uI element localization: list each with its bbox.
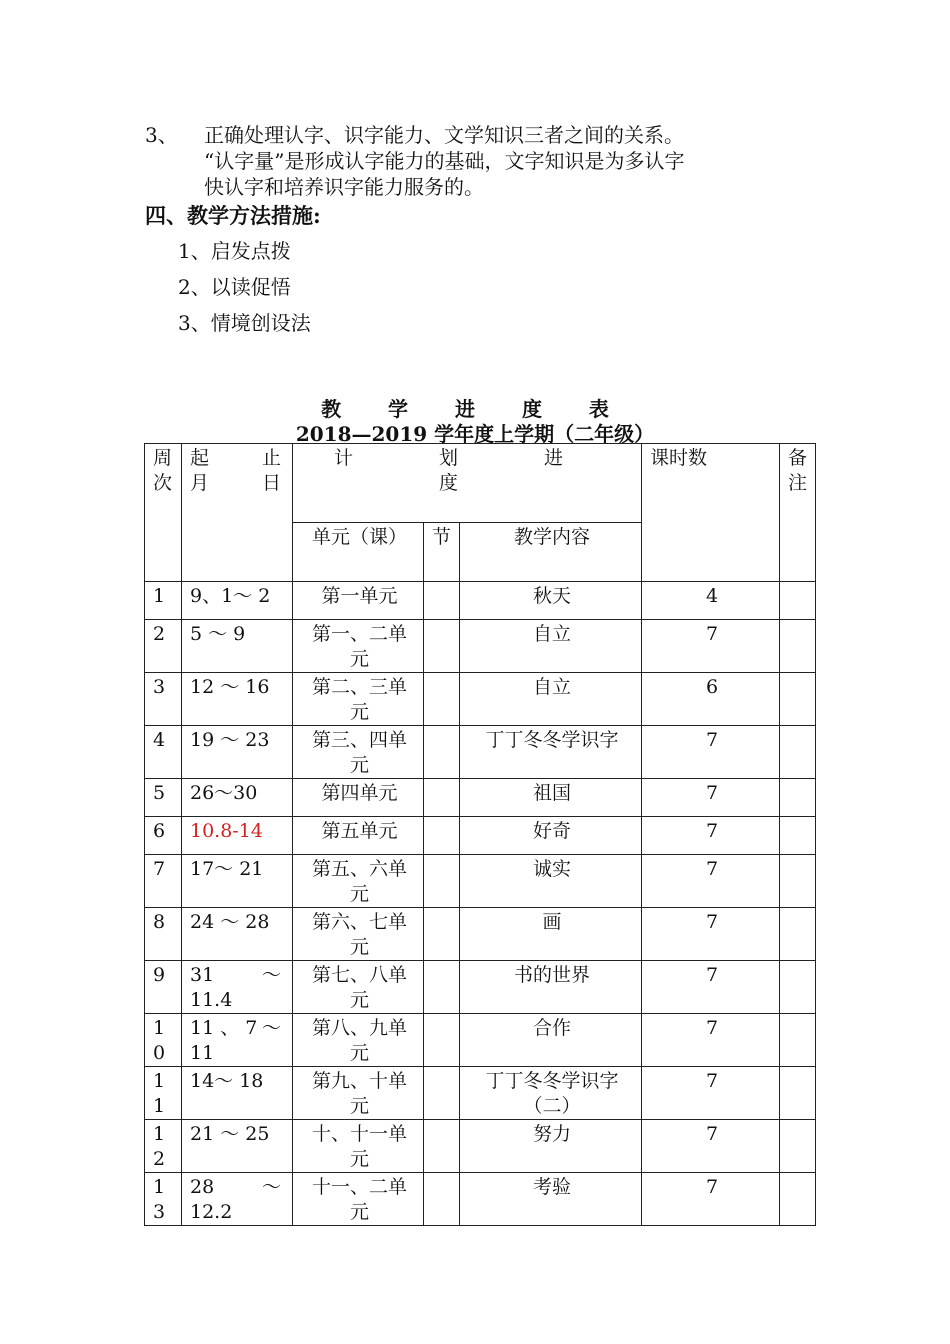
section-cell [424, 726, 460, 779]
date-cell: 5 ～ 9 [182, 620, 293, 673]
header-note: 备 注 [780, 444, 816, 582]
date-cell: 28 ～ 12.2 [182, 1173, 293, 1226]
week-cell: 1 0 [145, 1014, 182, 1067]
table-row [145, 908, 816, 961]
week-cell: 1 [145, 582, 182, 620]
hours-cell: 7 [642, 855, 780, 908]
hours-cell: 7 [642, 908, 780, 961]
unit-cell: 十一、二单 元 [293, 1173, 424, 1226]
week-cell: 3 [145, 673, 182, 726]
header-week: 周 次 [145, 444, 182, 582]
note-cell [780, 817, 816, 855]
section-cell [424, 1067, 460, 1120]
week-cell: 9 [145, 961, 182, 1014]
table-row [145, 779, 816, 817]
paragraph-number: 3、 [145, 123, 178, 147]
week-cell: 7 [145, 855, 182, 908]
table-row [145, 1173, 816, 1226]
date-cell: 17～ 21 [182, 855, 293, 908]
header-section: 节 [424, 523, 460, 582]
week-cell: 4 [145, 726, 182, 779]
week-cell: 5 [145, 779, 182, 817]
table-subtitle: 2018—2019 学年度上学期（二年级） [295, 422, 655, 446]
hours-cell: 7 [642, 779, 780, 817]
note-cell [780, 1173, 816, 1226]
paragraph-line: “认字量”是形成认字能力的基础，文字知识是为多认字 [204, 149, 685, 173]
content-cell: 合作 [460, 1014, 642, 1067]
table-title: 教 学 进 度 表 [321, 397, 629, 421]
note-cell [780, 726, 816, 779]
content-cell: 丁丁冬冬学识字 （二） [460, 1067, 642, 1120]
note-cell [780, 908, 816, 961]
date-cell: 11 、 7 ～ 11 [182, 1014, 293, 1067]
hours-cell: 4 [642, 582, 780, 620]
unit-cell: 第六、七单 元 [293, 908, 424, 961]
method-item: 1、启发点拨 [178, 239, 291, 263]
date-cell: 24 ～ 28 [182, 908, 293, 961]
note-cell [780, 1067, 816, 1120]
unit-cell: 第一、二单 元 [293, 620, 424, 673]
content-cell: 画 [460, 908, 642, 961]
content-cell: 诚实 [460, 855, 642, 908]
unit-cell: 第一单元 [293, 582, 424, 620]
section-cell [424, 1173, 460, 1226]
week-cell: 1 1 [145, 1067, 182, 1120]
section-cell [424, 1120, 460, 1173]
date-cell: 14～ 18 [182, 1067, 293, 1120]
note-cell [780, 620, 816, 673]
content-cell: 考验 [460, 1173, 642, 1226]
paragraph-line: 快认字和培养识字能力服务的。 [204, 175, 484, 199]
method-item: 2、以读促悟 [178, 275, 291, 299]
hours-cell: 7 [642, 1120, 780, 1173]
content-cell: 祖国 [460, 779, 642, 817]
date-cell: 21 ～ 25 [182, 1120, 293, 1173]
section-cell [424, 582, 460, 620]
hours-cell: 7 [642, 1173, 780, 1226]
paragraph-line: 正确处理认字、识字能力、文学知识三者之间的关系。 [204, 123, 684, 147]
week-cell: 8 [145, 908, 182, 961]
section-cell [424, 1014, 460, 1067]
note-cell [780, 779, 816, 817]
date-cell: 10.8-14 [182, 817, 293, 855]
week-cell: 2 [145, 620, 182, 673]
section-cell [424, 855, 460, 908]
unit-cell: 第九、十单 元 [293, 1067, 424, 1120]
header-plan: 计 划 进 度 [293, 444, 642, 523]
section-heading: 四、教学方法措施: [145, 203, 321, 228]
date-cell: 12 ～ 16 [182, 673, 293, 726]
unit-cell: 第三、四单 元 [293, 726, 424, 779]
note-cell [780, 1014, 816, 1067]
table-row [145, 961, 816, 1014]
table-row [145, 726, 816, 779]
unit-cell: 第四单元 [293, 779, 424, 817]
note-cell [780, 855, 816, 908]
week-cell: 1 3 [145, 1173, 182, 1226]
unit-cell: 第五、六单 元 [293, 855, 424, 908]
hours-cell: 7 [642, 817, 780, 855]
date-cell: 31 ～ 11.4 [182, 961, 293, 1014]
unit-cell: 第八、九单 元 [293, 1014, 424, 1067]
unit-cell: 第五单元 [293, 817, 424, 855]
week-cell: 6 [145, 817, 182, 855]
hours-cell: 7 [642, 726, 780, 779]
table-row [145, 1014, 816, 1067]
header-hours: 课时数 [642, 444, 780, 582]
note-cell [780, 582, 816, 620]
content-cell: 丁丁冬冬学识字 [460, 726, 642, 779]
note-cell [780, 961, 816, 1014]
table-row [145, 817, 816, 855]
date-cell: 19 ～ 23 [182, 726, 293, 779]
hours-cell: 7 [642, 1067, 780, 1120]
hours-cell: 7 [642, 961, 780, 1014]
section-cell [424, 908, 460, 961]
hours-cell: 7 [642, 620, 780, 673]
table-row [145, 855, 816, 908]
table-row [145, 673, 816, 726]
unit-cell: 第七、八单 元 [293, 961, 424, 1014]
hours-cell: 6 [642, 673, 780, 726]
header-unit: 单元（课） [293, 523, 424, 582]
hours-cell: 7 [642, 1014, 780, 1067]
table-row [145, 1067, 816, 1120]
table-row [145, 582, 816, 620]
note-cell [780, 1120, 816, 1173]
date-cell: 9、1～ 2 [182, 582, 293, 620]
date-cell: 26～30 [182, 779, 293, 817]
content-cell: 好奇 [460, 817, 642, 855]
section-cell [424, 817, 460, 855]
section-cell [424, 961, 460, 1014]
schedule-table [144, 443, 816, 1226]
table-row [145, 1120, 816, 1173]
week-cell: 1 2 [145, 1120, 182, 1173]
header-content: 教学内容 [460, 523, 642, 582]
note-cell [780, 673, 816, 726]
table-row [145, 620, 816, 673]
section-cell [424, 673, 460, 726]
section-cell [424, 779, 460, 817]
content-cell: 自立 [460, 673, 642, 726]
content-cell: 秋天 [460, 582, 642, 620]
content-cell: 努力 [460, 1120, 642, 1173]
unit-cell: 第二、三单 元 [293, 673, 424, 726]
unit-cell: 十、十一单 元 [293, 1120, 424, 1173]
section-cell [424, 620, 460, 673]
content-cell: 书的世界 [460, 961, 642, 1014]
content-cell: 自立 [460, 620, 642, 673]
header-date: 起 止 月 日 [182, 444, 293, 582]
method-item: 3、情境创设法 [178, 311, 311, 335]
